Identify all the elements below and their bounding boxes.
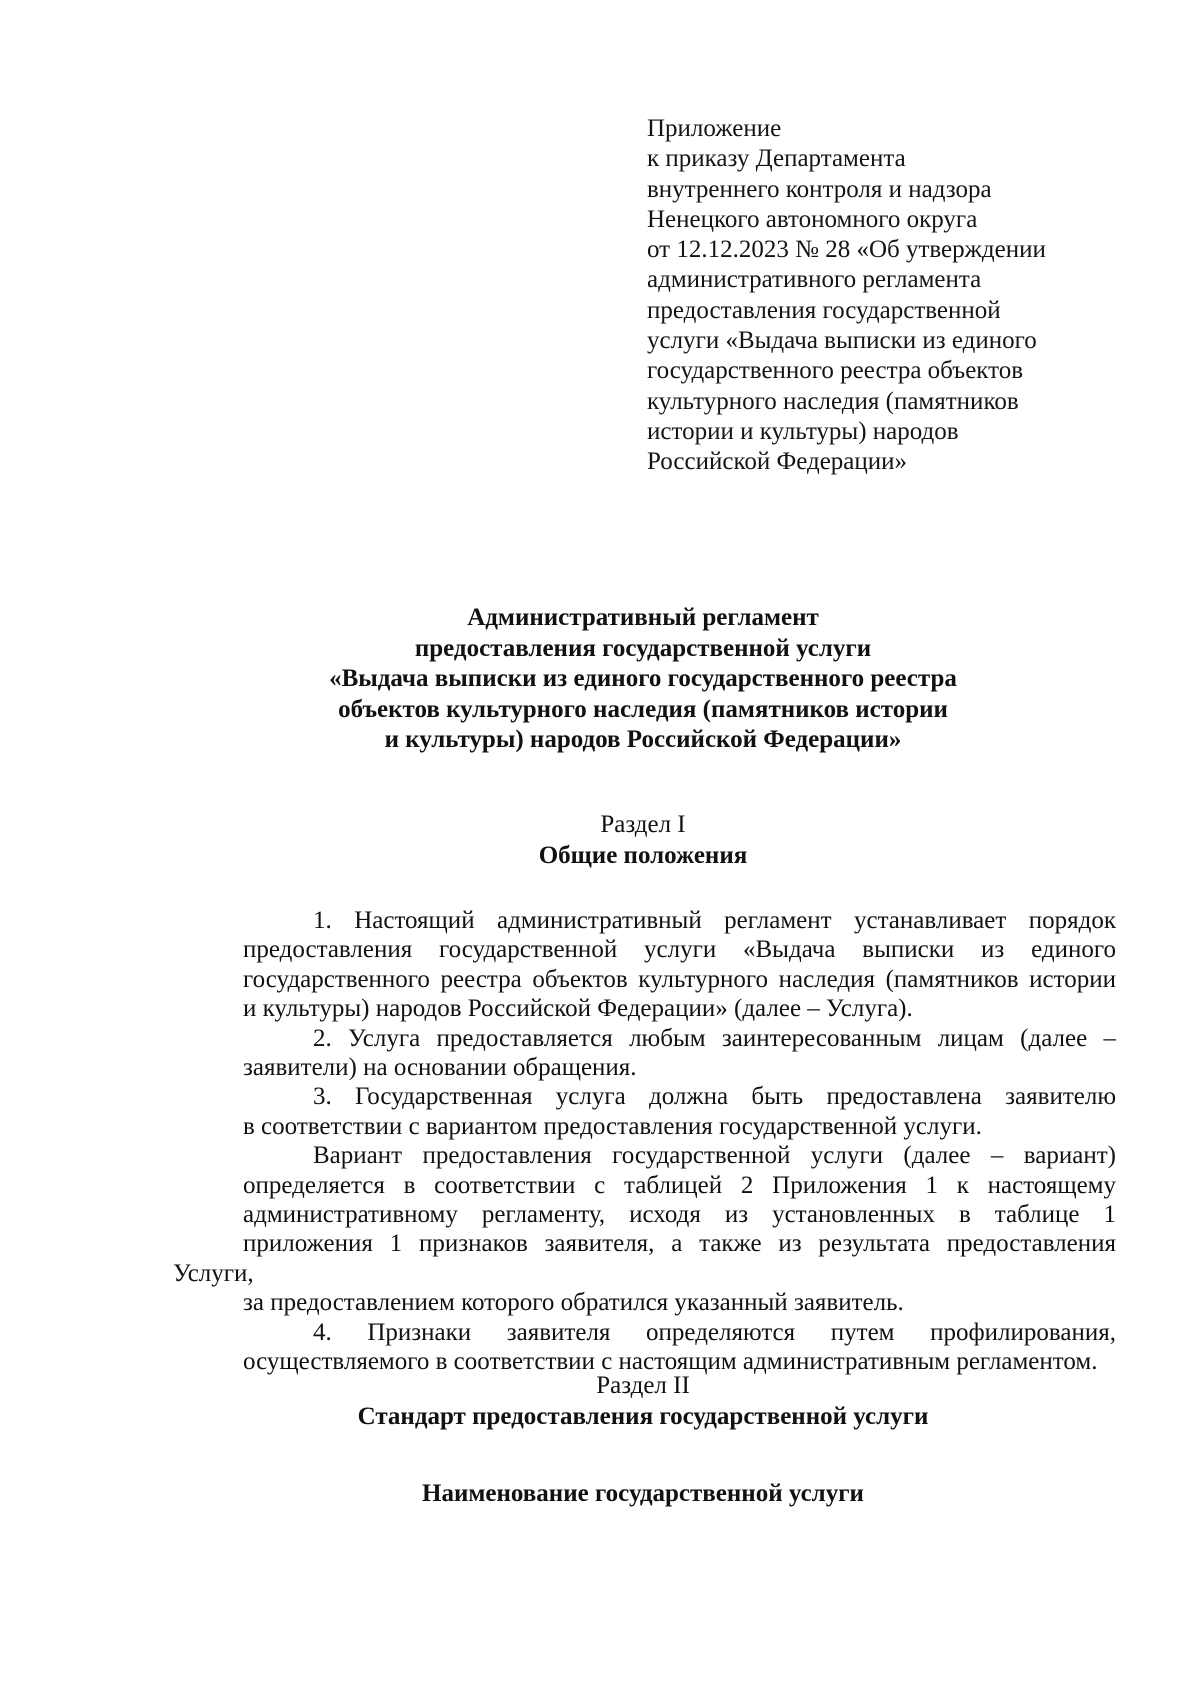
appendix-line: истории и культуры) народов (647, 417, 959, 445)
appendix-line: государственного реестра объектов (647, 357, 1024, 385)
title-line: и культуры) народов Российской Федерации» (384, 726, 902, 753)
paragraph-line: в соответствии с вариантом предоставления государственной услуги. (243, 1112, 982, 1140)
paragraph-line: за предоставлением которого обратился указанный заявитель. (243, 1289, 904, 1317)
paragraph-line: 4. Признаки заявителя определяются путем профилирования, (313, 1318, 1116, 1346)
paragraph-line: 1. Настоящий административный регламент устанавливает порядок (313, 907, 1116, 934)
paragraph (173, 1082, 1116, 1141)
appendix-line: Приложение (647, 115, 782, 142)
appendix-note (647, 114, 1087, 478)
paragraph-line: заявители) на основании обращения. (243, 1054, 637, 1082)
appendix-line: Российской Федерации» (647, 448, 908, 476)
appendix-line: от 12.12.2023 № 28 «Об утверждении (647, 236, 1046, 264)
paragraph-line: 3. Государственная услуга должна быть предоставлена заявителю (313, 1083, 1116, 1111)
title-line: предоставления государственной услуги (414, 634, 872, 662)
paragraph-line: государственного реестра объектов культурного наследия (памятников истории (243, 965, 1116, 993)
title-line: объектов культурного наследия (памятников истории (338, 695, 948, 723)
appendix-line: к приказу Департамента (647, 145, 906, 173)
paragraph (173, 1318, 1116, 1377)
title-line: Административный регламент (467, 604, 819, 631)
section-number: Раздел II (596, 1372, 690, 1399)
appendix-line: административного регламента (647, 266, 982, 294)
section-number: Раздел I (600, 811, 686, 838)
paragraph-line: 2. Услуга предоставляется любым заинтересованным лицам (далее – (313, 1024, 1116, 1052)
paragraph-line: административному регламенту, исходя из установленных в таблице 1 (243, 1201, 1116, 1229)
document-title (170, 603, 1116, 756)
paragraph-line: предоставления государственной услуги «Выдача выписки из единого (243, 936, 1116, 964)
appendix-line: услуги «Выдача выписки из единого (647, 327, 1037, 355)
section-2-heading (170, 1370, 1116, 1432)
paragraph-line: и культуры) народов Российской Федерации» (далее – Услуга). (243, 995, 913, 1023)
section-1-body (173, 906, 1116, 1377)
paragraph (173, 1141, 1116, 1317)
title-line: «Выдача выписки из единого государственного реестра (329, 665, 957, 692)
section-name: Стандарт предоставления государственной услуги (357, 1403, 929, 1430)
appendix-line: культурного наследия (памятников (647, 387, 1019, 415)
appendix-line: предоставления государственной (647, 296, 1001, 324)
paragraph (173, 906, 1116, 1024)
appendix-line: внутреннего контроля и надзора (647, 175, 992, 203)
section-1-heading (170, 809, 1116, 871)
section-name: Общие положения (538, 842, 748, 869)
paragraph-line: осуществляемого в соответствии с настоящим административным регламентом. (243, 1348, 1098, 1376)
paragraph (173, 1024, 1116, 1083)
paragraph-line: приложения 1 признаков заявителя, а также из результата предоставления Услуги, (173, 1230, 1116, 1287)
appendix-line: Ненецкого автономного округа (647, 205, 978, 233)
paragraph-line: определяется в соответствии с таблицей 2 Приложения 1 к настоящему (243, 1171, 1116, 1199)
paragraph-line: Вариант предоставления государственной услуги (далее – вариант) (313, 1142, 1116, 1170)
subsection-heading: Наименование государственной услуги (422, 1480, 864, 1507)
